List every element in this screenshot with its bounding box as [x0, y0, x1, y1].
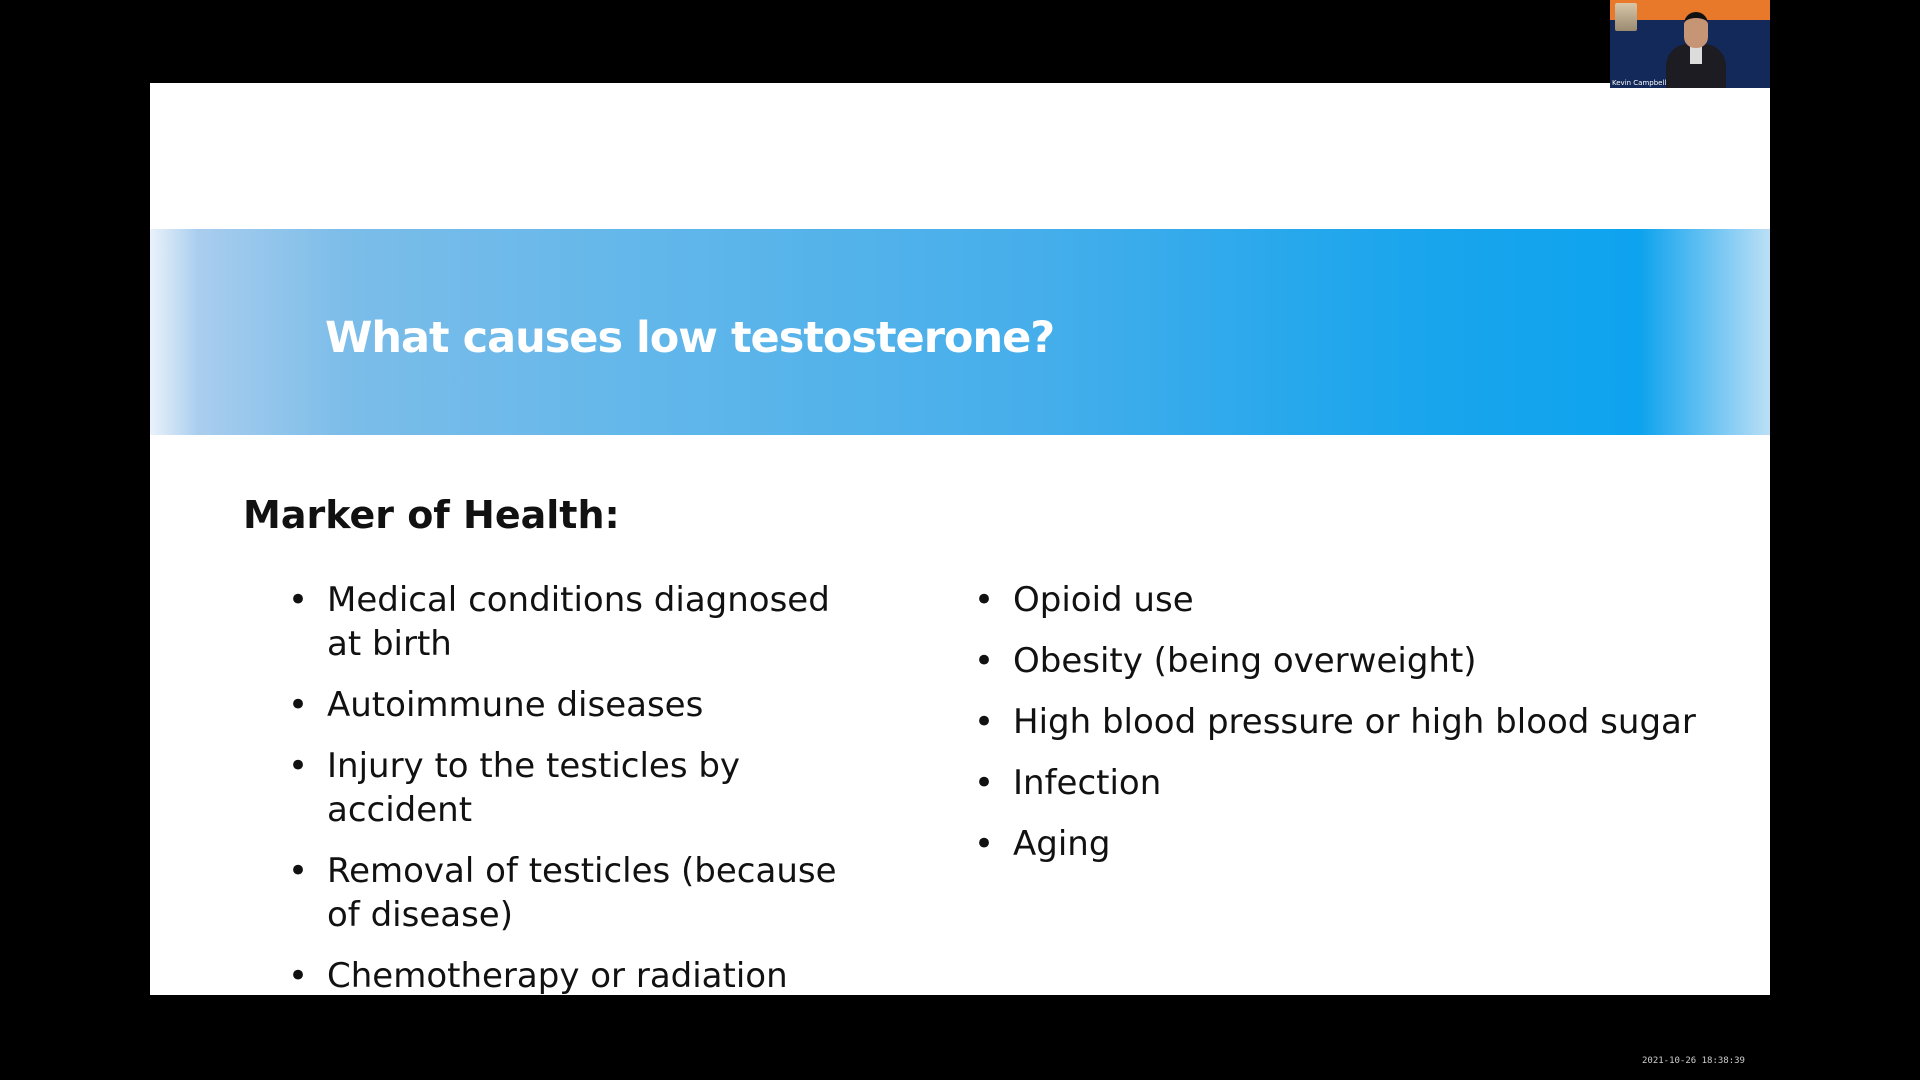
recording-timestamp: 2021-10-26 18:38:39	[1642, 1056, 1745, 1066]
bullet-item: • Chemotherapy or radiation	[288, 954, 848, 995]
participant-name-label: Kevin Campbell	[1612, 79, 1667, 87]
bullet-item: • Autoimmune diseases	[288, 683, 848, 727]
participant-video	[1666, 10, 1726, 88]
bullet-list-left	[288, 578, 848, 995]
logo-icon	[1615, 3, 1637, 31]
bullet-item: • Medical conditions diagnosed at birth	[288, 578, 848, 666]
webcam-thumbnail[interactable]	[1610, 0, 1770, 88]
title-banner	[150, 229, 1770, 435]
bullet-item: • Infection	[974, 761, 1734, 805]
slide-subheading: Marker of Health:	[243, 493, 620, 537]
slide-title: What causes low testosterone?	[325, 313, 1055, 363]
bullet-item: • Injury to the testicles by accident	[288, 744, 848, 832]
bullet-item: • Aging	[974, 822, 1734, 866]
bullet-item: • High blood pressure or high blood sugar	[974, 700, 1734, 744]
bullet-item: • Opioid use	[974, 578, 1734, 622]
bullet-list-right	[974, 578, 1734, 883]
presentation-slide	[150, 83, 1770, 995]
bullet-item: • Removal of testicles (because of disease)	[288, 849, 848, 937]
participant-head	[1684, 12, 1708, 48]
bullet-item: • Obesity (being overweight)	[974, 639, 1734, 683]
